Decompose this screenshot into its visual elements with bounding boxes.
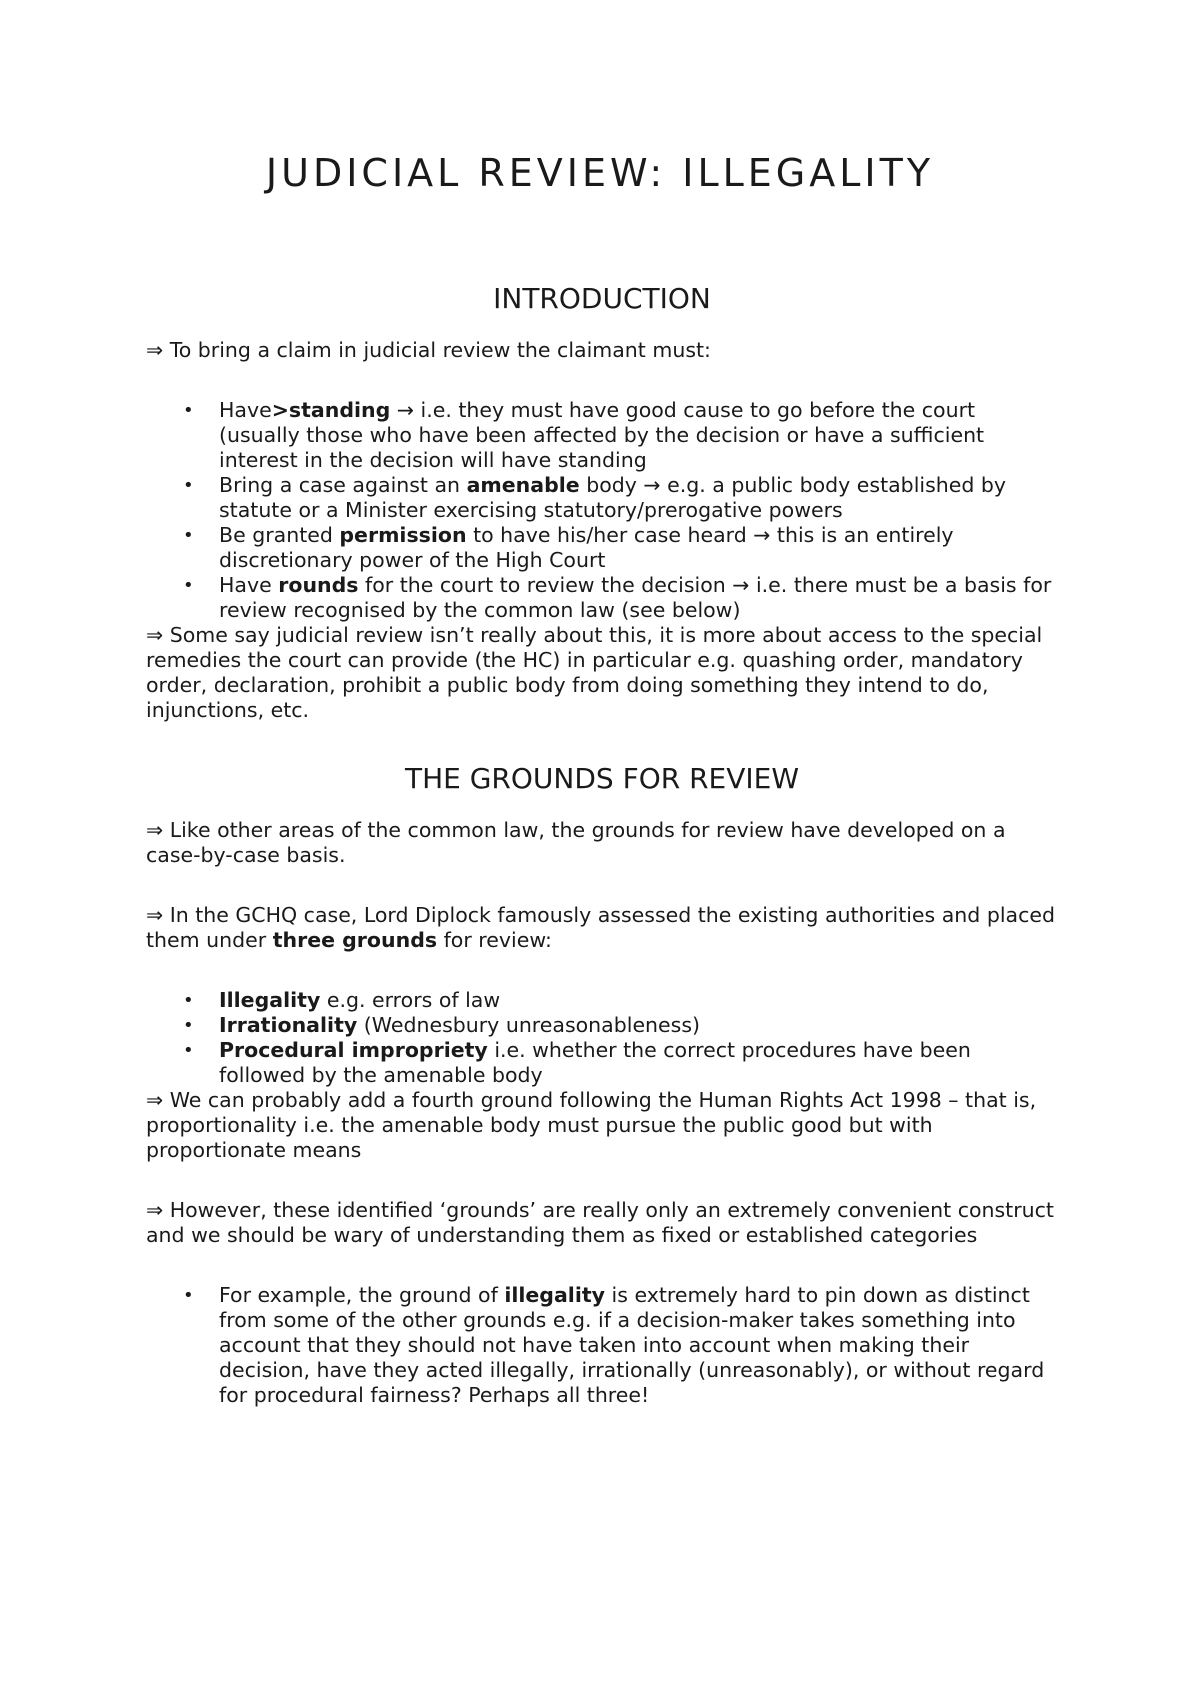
intro-remedies-paragraph: ⇒ Some say judicial review isn’t really about this, it is more about access to the special remedies the court can provide (the HC) in particular e.g. quashing order, mandatory order, declaration, prohibit a public body from doing something they intend to do, injunctions, etc.: [146, 623, 1043, 722]
list-item: • Bring a case against an amenable body → e.g. a public body established by statute or a Minister exercising statutory/prerogative powers: [183, 473, 1007, 522]
list-item: • Irrationality (Wednesbury unreasonableness): [183, 1013, 701, 1037]
bullet-icon: •: [183, 475, 194, 496]
bullet-icon: •: [183, 400, 194, 421]
document-title: JUDICIAL REVIEW: ILLEGALITY: [265, 151, 935, 195]
intro-lead-paragraph: ⇒ To bring a claim in judicial review the claimant must:: [146, 338, 711, 362]
list-item: • Procedural impropriety i.e. whether the correct procedures have been followed by the amenable body: [183, 1038, 971, 1087]
grounds-paragraph-1: ⇒ Like other areas of the common law, the grounds for review have developed on a case-by-case basis.: [146, 818, 1006, 867]
section-heading-grounds: THE GROUNDS FOR REVIEW: [404, 762, 800, 795]
grounds-list: [146, 988, 1058, 1088]
bullet-icon: •: [183, 1015, 194, 1036]
bullet-icon: •: [183, 525, 194, 546]
list-item: • Illegality e.g. errors of law: [183, 988, 501, 1012]
bullet-icon: •: [183, 990, 194, 1011]
bullet-icon: •: [183, 1040, 194, 1061]
grounds-paragraph-3: ⇒ We can probably add a fourth ground following the Human Rights Act 1998 – that is, proportionality i.e. the amenable body must pursue the public good but with proportionate means: [146, 1088, 1037, 1162]
list-item: • Have rounds for the court to review the decision → i.e. there must be a basis for review recognised by the common law (see below): [183, 573, 1052, 622]
document-body: [146, 0, 1058, 1408]
section-heading-introduction: INTRODUCTION: [493, 282, 711, 315]
bullet-icon: •: [183, 1285, 194, 1306]
list-item: • Be granted permission to have his/her case heard → this is an entirely discretionary power of the High Court: [183, 523, 954, 572]
grounds-paragraph-4: ⇒ However, these identified ‘grounds’ are really only an extremely convenient construct and we should be wary of understanding them as fixed or established categories: [146, 1198, 1054, 1247]
bullet-icon: •: [183, 575, 194, 596]
example-list: [146, 1283, 1058, 1408]
list-item: • For example, the ground of illegality is extremely hard to pin down as distinct from some of the other grounds e.g. if a decision-maker takes something into account that they should not have taken into account when making their decision, have they acted illegally, irrationally (unreasonably), or without regard for procedural fairness? Perhaps all three!: [183, 1283, 1045, 1407]
intro-requirements-list: [146, 398, 1058, 623]
grounds-paragraph-2: ⇒ In the GCHQ case, Lord Diplock famously assessed the existing authorities and placed them under three grounds for review:: [146, 903, 1055, 952]
list-item: • Have>standing → i.e. they must have good cause to go before the court (usually those who have been affected by the decision or have a sufficient interest in the decision will have standing: [183, 398, 985, 472]
